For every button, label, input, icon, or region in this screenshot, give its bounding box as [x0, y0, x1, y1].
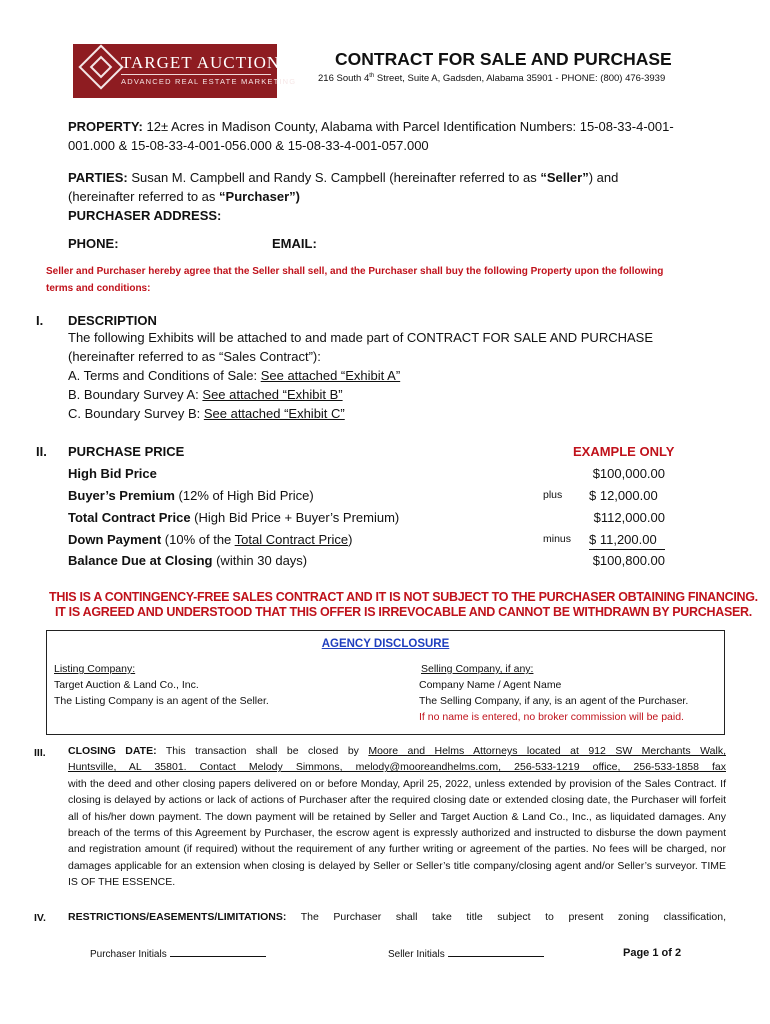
agreement-line-1: Seller and Purchaser hereby agree that the Seller shall sell, and the Purchaser shall buy the following Property upon the following [46, 266, 664, 277]
listing-company-note: The Listing Company is an agent of the Seller. [54, 695, 269, 707]
broker-commission-warning: If no name is entered, no broker commission will be paid. [419, 711, 684, 723]
purchaser-initials-line[interactable] [170, 948, 266, 957]
listing-company-label: Listing Company: [54, 663, 136, 675]
restrictions-paragraph: RESTRICTIONS/EASEMENTS/LIMITATIONS: The Purchaser shall take title subject to present zoning classification, [68, 911, 726, 923]
section-number-2: II. [36, 444, 47, 459]
property-line-2: 001.000 & 15-08-33-4-001-056.000 & 15-08-33-4-001-057.000 [68, 138, 429, 153]
exhibit-a-link[interactable]: See attached “Exhibit A” [260, 368, 401, 383]
plus-operator: plus [543, 489, 563, 501]
minus-operator: minus [543, 533, 572, 545]
seller-initials: Seller Initials [388, 948, 544, 960]
agreement-line-2: terms and conditions: [46, 283, 151, 294]
listing-company-name: Target Auction & Land Co., Inc. [54, 679, 199, 691]
purchaser-initials: Purchaser Initials [90, 948, 266, 960]
closing-attorney-link[interactable]: Moore and Helms Attorneys located at 912 SW Merchants Walk, [368, 745, 726, 757]
parties-line-2: (hereinafter referred to as “Purchaser”) [68, 189, 300, 204]
exhibit-c-item: C. Boundary Survey B: See attached “Exhibit C” [68, 406, 345, 421]
closing-date-paragraph: CLOSING DATE: This transaction shall be closed by Moore and Helms Attorneys located at 912 SW Merchants Walk, Huntsville, AL 35801. Contact Melody Simmons, melody@mooreandhelms.com, 256-533-1219 office, 256-533-1858 fax with the deed and other closing papers delivered on or before Monday, April 25, 2022, unless extended by provision of the Sales Contract. If closing is delayed by actions or lack of actions of Purchaser after the required closing date or extended closing date, the Purchaser will forfeit all of his/her down payment. The down payment will be retained by Seller and Target Auction & Land Co., Inc., as liquidated damages. Any breach of the terms of this Agreement by Purchaser, the escrow agent is expressly authorized and instructed to disburse the down payment and registration amount (if required) without the requirement of any further writing or agreement of the parties. No fees will be charged, nor damages applicable for an extension when closing is delayed by Seller or Seller’s title company/closing agent and/or Seller’s surveyor. TIME IS OF THE ESSENCE. [68, 745, 726, 889]
contingency-notice-1: THIS IS A CONTINGENCY-FREE SALES CONTRACT AND IT IS NOT SUBJECT TO THE PURCHASER OBTAINING FINANCING. [49, 590, 758, 604]
contingency-notice-2: IT IS AGREED AND UNDERSTOOD THAT THIS OFFER IS IRREVOCABLE AND CANNOT BE WITHDRAWN BY PURCHASER. [55, 605, 752, 619]
company-logo [73, 44, 297, 98]
exhibit-b-link[interactable]: See attached “Exhibit B” [202, 387, 343, 402]
section-number-1: I. [36, 313, 44, 328]
example-only-label: EXAMPLE ONLY [573, 444, 675, 459]
description-line-1: The following Exhibits will be attached to and made part of CONTRACT FOR SALE AND PURCHASE [68, 330, 653, 345]
company-address: 216 South 4th Street, Suite A, Gadsden, Alabama 35901 - PHONE: (800) 476-3939 [318, 73, 666, 85]
seller-initials-line[interactable] [448, 948, 544, 957]
section-number-4: IV. [34, 912, 46, 924]
purchaser-address-label: PURCHASER ADDRESS: [68, 208, 222, 223]
logo-tagline: ADVANCED REAL ESTATE MARKETING [121, 77, 297, 86]
parties-line-1: PARTIES: Susan M. Campbell and Randy S. Campbell (hereinafter referred to as “Seller”) and [68, 170, 619, 185]
total-value: $112,000.00 [593, 510, 665, 525]
high-bid-label: High Bid Price [68, 466, 157, 481]
selling-company-label: Selling Company, if any: [421, 663, 534, 675]
premium-row: Buyer’s Premium (12% of High Bid Price) [68, 488, 314, 503]
email-label: EMAIL: [272, 236, 317, 251]
description-heading: DESCRIPTION [68, 313, 157, 328]
agency-disclosure-title: AGENCY DISCLOSURE [321, 638, 450, 650]
page-number: Page 1 of 2 [623, 947, 682, 959]
logo-name: TARGET AUCTION [121, 53, 281, 72]
selling-company-name: Company Name / Agent Name [419, 679, 562, 691]
section-number-3: III. [34, 747, 46, 759]
property-line-1: PROPERTY: 12± Acres in Madison County, Alabama with Parcel Identification Numbers: 15-08-33-4-001- [68, 119, 674, 134]
down-payment-value: $ 11,200.00 [589, 530, 665, 550]
closing-contact-link[interactable]: Huntsville, AL 35801. Contact Melody Simmons, melody@mooreandhelms.com, 256-533-1219 office, 256-533-1858 fax [68, 761, 726, 774]
description-line-2: (hereinafter referred to as “Sales Contract”): [68, 349, 321, 364]
total-row: Total Contract Price (High Bid Price + Buyer’s Premium) [68, 510, 400, 525]
exhibit-c-link[interactable]: See attached “Exhibit C” [203, 406, 345, 421]
logo-divider [121, 74, 271, 75]
premium-value: $ 12,000.00 [589, 488, 658, 503]
phone-label: PHONE: [68, 236, 119, 251]
document-title: CONTRACT FOR SALE AND PURCHASE [335, 49, 672, 69]
high-bid-value: $100,000.00 [592, 466, 665, 481]
down-payment-row: Down Payment (10% of the Total Contract Price) [68, 532, 353, 547]
purchase-price-heading: PURCHASE PRICE [68, 444, 185, 459]
exhibit-a-item: A. Terms and Conditions of Sale: See attached “Exhibit A” [68, 368, 401, 383]
agency-disclosure-box [46, 630, 725, 735]
exhibit-b-item: B. Boundary Survey A: See attached “Exhibit B” [68, 387, 343, 402]
balance-row: Balance Due at Closing (within 30 days) [68, 553, 308, 568]
selling-company-note: The Selling Company, if any, is an agent of the Purchaser. [419, 695, 689, 707]
balance-value: $100,800.00 [592, 553, 665, 568]
